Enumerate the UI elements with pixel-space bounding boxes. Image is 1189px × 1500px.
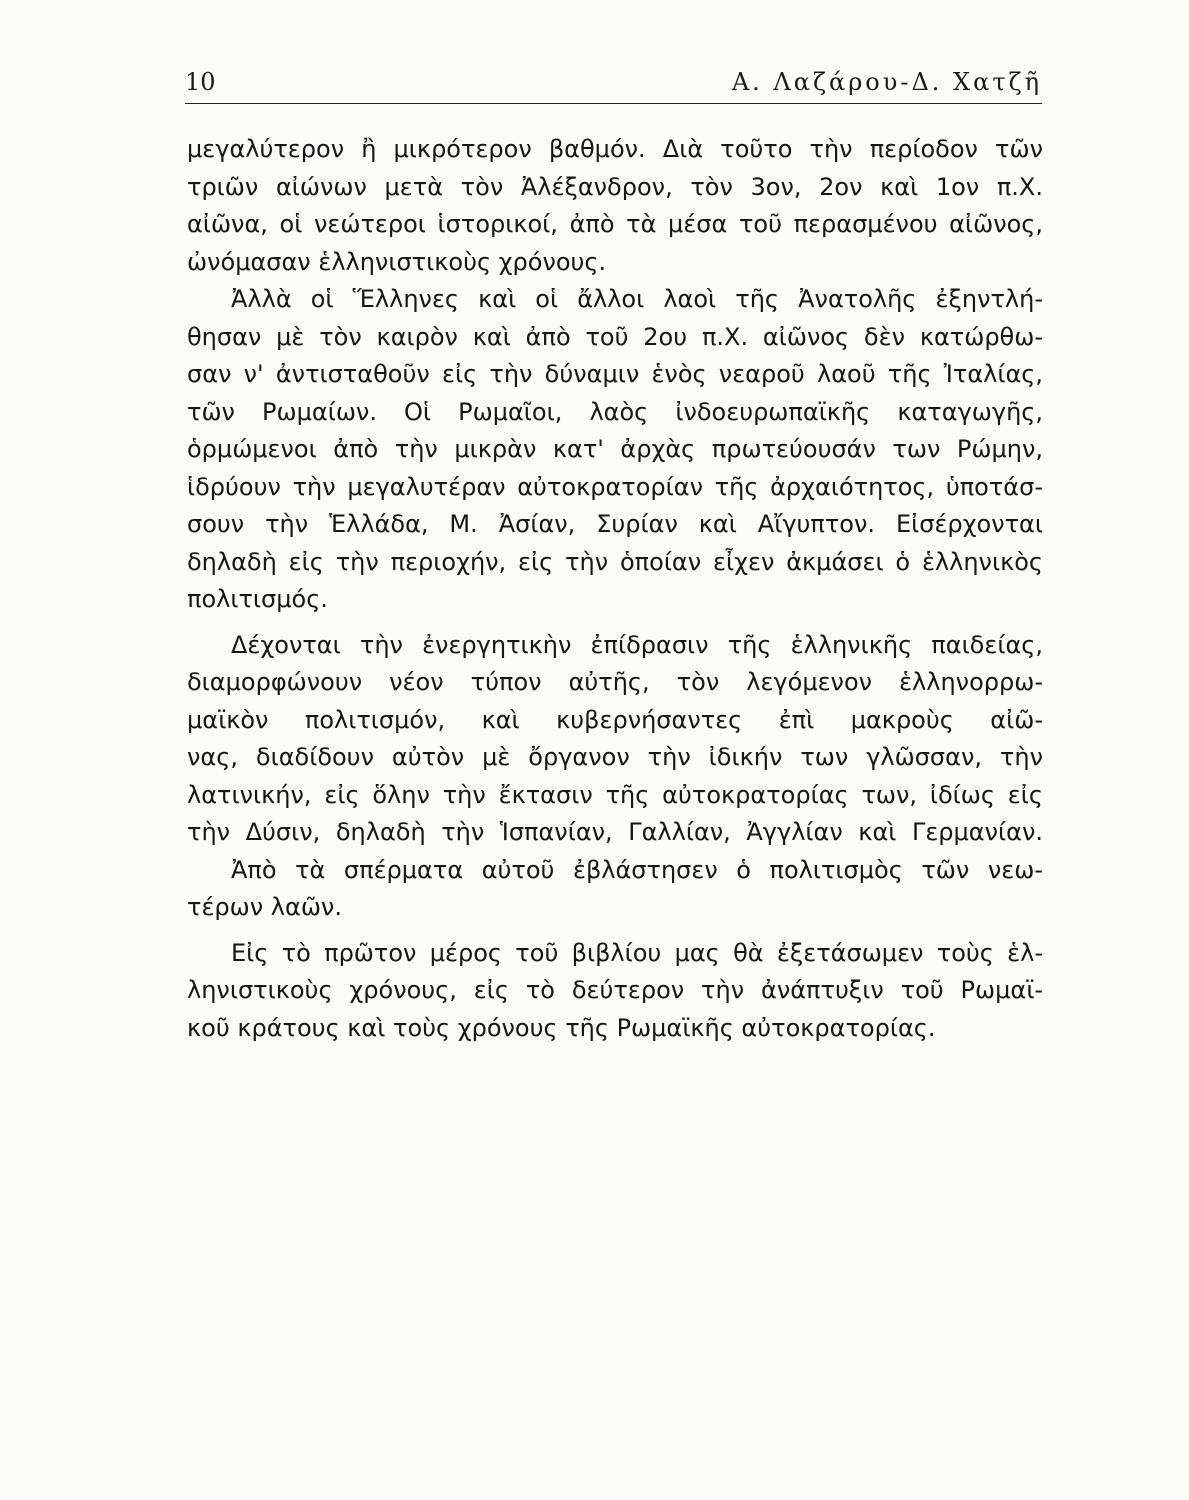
text-line: μαϊκὸν πολιτισμόν, καὶ κυβερνήσαντες ἐπὶ μακροὺς αἰῶ-	[187, 705, 1043, 734]
text-line: Εἰς τὸ πρῶτον μέρος τοῦ βιβλίου μας θὰ ἐξετάσωμεν τοὺς ἑλ-	[231, 938, 1043, 967]
running-head: Α. Λαζάρου-Δ. Χατζῆ	[731, 68, 1042, 96]
text-line: σουν τὴν Ἑλλάδα, Μ. Ἀσίαν, Συρίαν καὶ Αἴγυπτον. Εἰσέρχονται	[187, 510, 1043, 538]
header-rule	[185, 103, 1042, 104]
text-line: τέρων λαῶν.	[187, 893, 342, 921]
text-line: τῶν Ρωμαίων. Οἱ Ρωμαῖοι, λαὸς ἰνδοευρωπαϊκῆς καταγωγῆς,	[187, 397, 1043, 426]
page-header	[185, 68, 1042, 102]
text-line: ληνιστικοὺς χρόνους, εἰς τὸ δεύτερον τὴν ἀνάπτυξιν τοῦ Ρωμαϊ-	[187, 976, 1043, 1004]
text-line: σαν ν' ἀντισταθοῦν εἰς τὴν δύναμιν ἑνὸς νεαροῦ λαοῦ τῆς Ἰταλίας,	[187, 360, 1043, 388]
text-line: Ἀπὸ τὰ σπέρματα αὐτοῦ ἐβλάστησεν ὁ πολιτισμὸς τῶν νεω-	[231, 855, 1043, 884]
text-line: νας, διαδίδουν αὐτὸν μὲ ὄργανον τὴν ἰδικήν των γλῶσσαν, τὴν	[187, 743, 1043, 771]
body-text	[187, 131, 1043, 1047]
text-line: δηλαδὴ εἰς τὴν περιοχήν, εἰς τὴν ὁποίαν εἶχεν ἀκμάσει ὁ ἑλληνικὸς	[187, 547, 1043, 576]
text-line: Δέχονται τὴν ἐνεργητικὴν ἐπίδρασιν τῆς ἑλληνικῆς παιδείας,	[231, 630, 1043, 659]
text-line: ὁρμώμενοι ἀπὸ τὴν μικρὰν κατ' ἀρχὰς πρωτεύουσάν των Ρώμην,	[187, 435, 1043, 463]
paragraph-gap	[187, 619, 1043, 627]
text-line: διαμορφώνουν νέον τύπον αὐτῆς, τὸν λεγόμενον ἑλληνορρω-	[187, 668, 1043, 696]
text-line: ἱδρύουν τὴν μεγαλυτέραν αὐτοκρατορίαν τῆς ἀρχαιότητος, ὑποτάσ-	[187, 472, 1043, 501]
text-line: λατινικήν, εἰς ὅλην τὴν ἔκτασιν τῆς αὐτοκρατορίας των, ἰδίως εἰς	[187, 780, 1043, 809]
text-line: τὴν Δύσιν, δηλαδὴ τὴν Ἱσπανίαν, Γαλλίαν, Ἀγγλίαν καὶ Γερμανίαν.	[187, 818, 1043, 846]
paragraph-2	[187, 281, 1043, 619]
paragraph-4	[187, 935, 1043, 1048]
paragraph-1	[187, 131, 1043, 281]
paragraph-gap	[187, 927, 1043, 935]
page-number: 10	[185, 68, 216, 96]
paragraph-3	[187, 627, 1043, 927]
text-line: Ἀλλὰ οἱ Ἕλληνες καὶ οἱ ἄλλοι λαοὶ τῆς Ἀνατολῆς ἐξηντλή-	[231, 285, 1043, 313]
text-line: αἰῶνα, οἱ νεώτεροι ἱστορικοί, ἀπὸ τὰ μέσα τοῦ περασμένου αἰῶνος,	[187, 210, 1043, 238]
text-line: θησαν μὲ τὸν καιρὸν καὶ ἀπὸ τοῦ 2ου π.Χ. αἰῶνος δὲν κατώρθω-	[187, 322, 1043, 351]
text-line: πολιτισμός.	[187, 585, 328, 613]
text-line: κοῦ κράτους καὶ τοὺς χρόνους τῆς Ρωμαϊκῆς αὐτοκρατορίας.	[187, 1013, 936, 1042]
text-line: τριῶν αἰώνων μετὰ τὸν Ἀλέξανδρον, τὸν 3ον, 2ον καὶ 1ον π.Χ.	[187, 172, 1043, 201]
text-line: μεγαλύτερον ἢ μικρότερον βαθμόν. Διὰ τοῦτο τὴν περίοδον τῶν	[187, 135, 1043, 163]
text-line: ὠνόμασαν ἑλληνιστικοὺς χρόνους.	[187, 247, 607, 276]
